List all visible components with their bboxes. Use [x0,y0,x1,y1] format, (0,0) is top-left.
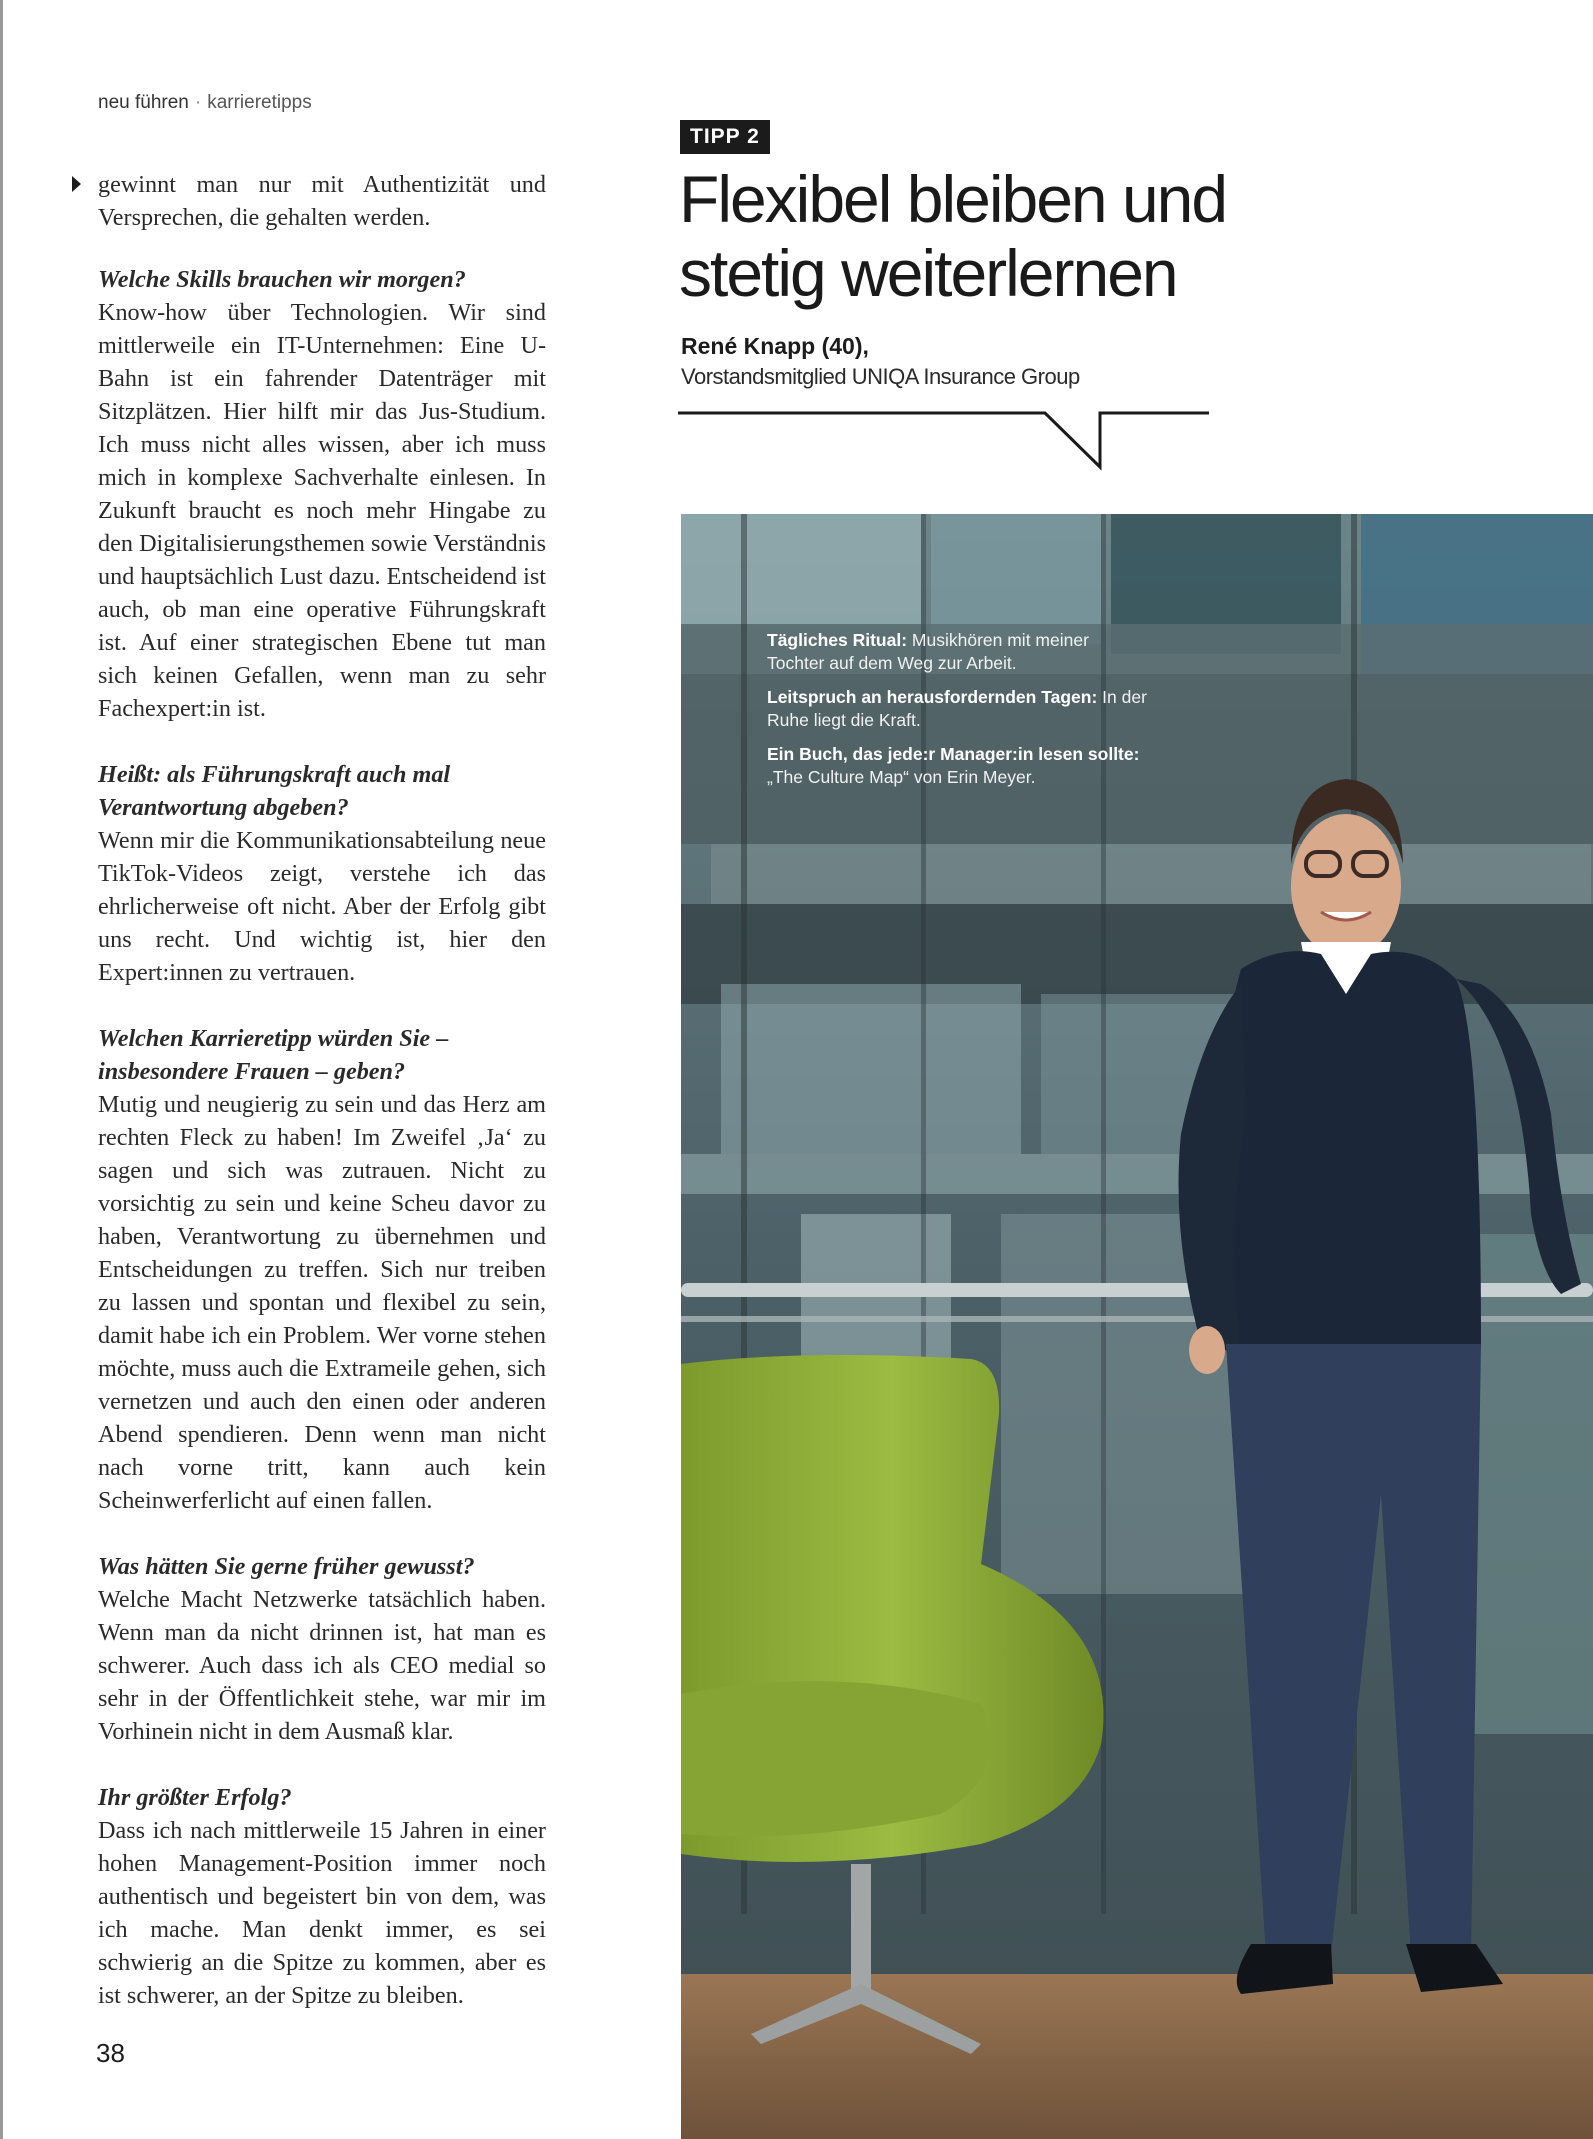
fact-ritual-text: Musikhören mit meiner Tochter auf dem Weg zur Arbeit. [767,630,1089,673]
answer-career-tip: Mutig und neugierig zu sein und das Herz am rechten Fleck zu haben! Im Zweifel ‚Ja‘ zu sagen und sich was zutrauen. Nicht zu vorsichtig zu sein und keine Scheu davor zu haben, Verantwortung zu übernehmen und Entscheidungen zu treffen. Sich nur treiben zu lassen und spontan und flexibel zu sein, damit habe ich ein Problem. Wer vorne stehen möchte, muss auch die Extrameile gehen, sich vernetzen und auch den einen oder anderen Abend spendieren. Denn wenn man nicht nach vorne tritt, kann auch kein Scheinwerferlicht auf einen fallen. [98,1091,546,1514]
question-known-earlier: Was hätten Sie gerne früher gewusst? [98,1553,475,1580]
answer-success: Dass ich nach mittlerweile 15 Jahren in einer hohen Management-Position immer noch authentisch und begeistert bin von dem, was ich mache. Man denkt immer, es sei schwierig an die Spitze zu kommen, aber es ist schwerer, an der Spitze zu bleiben. [98,1817,546,2009]
fact-ritual-label: Tägliches Ritual: [767,630,908,650]
intro-paragraph: gewinnt man nur mit Authentizität und Versprechen, die gehalten werden. [98,171,546,231]
fact-book-label: Ein Buch, das jede:r Manager:in lesen sollte: [767,744,1140,764]
continuation-triangle-icon [72,176,81,192]
subsection-label: karrieretipps [207,92,312,113]
headline [679,162,1379,310]
page-number: 38 [96,2038,125,2068]
page-edge [0,0,3,2139]
answer-known-earlier: Welche Macht Netzwerke tatsächlich haben. Wenn man da nicht drinnen ist, hat man es schwerer. Auch dass ich als CEO medial so sehr in der Öffentlichkeit stehe, war mir im Vorhinein nicht in dem Ausmaß klar. [98,1586,546,1745]
question-responsibility: Heißt: als Führungskraft auch mal Verantwortung abgeben? [98,761,451,821]
author-name: René Knapp (40), [681,333,869,359]
question-success: Ihr größter Erfolg? [98,1784,292,1811]
fact-ritual [767,629,1147,675]
left-column [98,168,546,2012]
fact-motto [767,686,1147,732]
headline-line-1: Flexibel bleiben und [679,162,1227,236]
answer-responsibility: Wenn mir die Kommunikationsabteilung neue TikTok-Videos zeigt, verstehe ich das ehrlicherweise oft nicht. Aber der Erfolg gibt uns recht. Und wichtig ist, hier den Expert:innen zu vertrauen. [98,827,546,986]
tip-badge: TIPP 2 [680,120,770,154]
fact-motto-label: Leitspruch an herausfordernden Tagen: [767,687,1098,707]
answer-skills: Know-how über Technologien. Wir sind mittlerweile ein IT-Unternehmen: Eine U-Bahn ist ein fahrender Datenträger mit Sitzplätzen. Hier hilft mir das Jus-Studium. Ich muss nicht alles wissen, aber ich muss mich in komplexe Sachverhalte einlesen. In Zukunft braucht es noch mehr Hingabe zu den Digitalisierungsthemen sowie Verständnis und hauptsächlich Lust dazu. Entscheidend ist auch, ob man eine operative Führungskraft ist. Auf einer strategischen Ebene tut man sich keinen Gefallen, wenn man zu sehr Fachexpert:in ist. [98,299,546,722]
speech-bubble-line [678,404,1212,474]
question-skills: Welche Skills brauchen wir morgen? [98,266,466,293]
question-career-tip: Welchen Karrieretipp würden Sie – insbesondere Frauen – geben? [98,1025,449,1085]
author-role: Vorstandsmitglied UNIQA Insurance Group [681,364,1080,389]
fact-book [767,743,1147,789]
separator: · [194,92,202,113]
headline-line-2: stetig weiterlernen [679,236,1177,310]
section-label: neu führen [98,92,189,113]
fact-motto-text: In der Ruhe liegt die Kraft. [767,687,1147,730]
running-head [98,92,312,114]
fact-book-text: „The Culture Map“ von Erin Meyer. [767,767,1036,787]
facts-box [767,629,1147,800]
